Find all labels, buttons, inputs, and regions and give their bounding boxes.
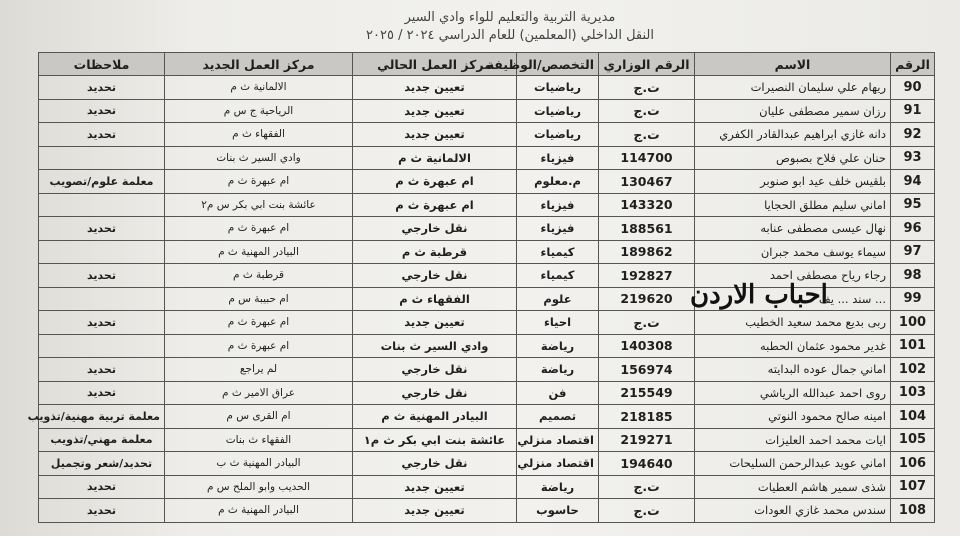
new-center-cell: البيادر المهنية ث م bbox=[165, 499, 353, 523]
notes-cell: تحديد bbox=[39, 264, 165, 288]
specialty-cell: فيزياء bbox=[517, 146, 599, 170]
notes-cell: تحديد bbox=[39, 475, 165, 499]
specialty-cell: كيمياء bbox=[517, 264, 599, 288]
table-row bbox=[39, 193, 935, 217]
ministry-number-cell: 219620 bbox=[599, 287, 695, 311]
new-center-cell: ام عبهرة ث م bbox=[165, 217, 353, 241]
table-row bbox=[39, 475, 935, 499]
teacher-name-cell: روى احمد عبدالله الرياشي bbox=[695, 381, 891, 405]
table-row bbox=[39, 452, 935, 476]
current-center-cell: عائشة بنت ابي بكر ث م١ bbox=[353, 428, 517, 452]
teacher-name-cell: دانه غازي ابراهيم عبدالقادر الكفري bbox=[695, 123, 891, 147]
ministry-number-cell: ت.ج bbox=[599, 475, 695, 499]
row-number-cell: 103 bbox=[891, 381, 935, 405]
table-row bbox=[39, 499, 935, 523]
table-row bbox=[39, 405, 935, 429]
notes-cell bbox=[39, 193, 165, 217]
notes-cell: معلمة علوم/تصويب bbox=[39, 170, 165, 194]
notes-cell: معلمة تربية مهنية/تذويب bbox=[39, 405, 165, 429]
new-center-cell: عراق الامير ث م bbox=[165, 381, 353, 405]
current-center-cell: وادي السير ث بنات bbox=[353, 334, 517, 358]
row-number-cell: 91 bbox=[891, 99, 935, 123]
teacher-name-cell: اماني عويد عبدالرحمن السليحات bbox=[695, 452, 891, 476]
teacher-name-cell: سندس محمد غازي العودات bbox=[695, 499, 891, 523]
row-number-cell: 100 bbox=[891, 311, 935, 335]
col-header-ministry-number: الرقم الوزاري bbox=[599, 53, 695, 76]
new-center-cell: ام القرى س م bbox=[165, 405, 353, 429]
notes-cell: تحديد bbox=[39, 311, 165, 335]
ministry-number-cell: 114700 bbox=[599, 146, 695, 170]
watermark-text: احباب الاردن bbox=[690, 280, 828, 310]
table-row bbox=[39, 358, 935, 382]
table-row bbox=[39, 123, 935, 147]
teacher-name-cell: اماني سليم مطلق الحجايا bbox=[695, 193, 891, 217]
new-center-cell: قرطبة ث م bbox=[165, 264, 353, 288]
ministry-number-cell: 189862 bbox=[599, 240, 695, 264]
current-center-cell: تعيين جديد bbox=[353, 475, 517, 499]
new-center-cell: لم يراجع bbox=[165, 358, 353, 382]
new-center-cell: ام عبهرة ث م bbox=[165, 334, 353, 358]
specialty-cell: اقتصاد منزلي bbox=[517, 452, 599, 476]
ministry-number-cell: 219271 bbox=[599, 428, 695, 452]
teacher-name-cell: ... سند ... يف bbox=[695, 287, 891, 311]
col-header-name: الاسم bbox=[695, 53, 891, 76]
specialty-cell: رياضيات bbox=[517, 76, 599, 100]
row-number-cell: 101 bbox=[891, 334, 935, 358]
current-center-cell: الالمانية ث م bbox=[353, 146, 517, 170]
row-number-cell: 104 bbox=[891, 405, 935, 429]
ministry-number-cell: ت.ج bbox=[599, 99, 695, 123]
specialty-cell: رياضيات bbox=[517, 123, 599, 147]
specialty-cell: رياضيات bbox=[517, 99, 599, 123]
col-header-current-center: مركز العمل الحالي bbox=[353, 53, 517, 76]
new-center-cell: الالمانية ث م bbox=[165, 76, 353, 100]
row-number-cell: 94 bbox=[891, 170, 935, 194]
teacher-name-cell: غدير محمود عثمان الحطبه bbox=[695, 334, 891, 358]
ministry-number-cell: 218185 bbox=[599, 405, 695, 429]
new-center-cell: البيادر المهنية ث م bbox=[165, 240, 353, 264]
specialty-cell: اقتصاد منزلي bbox=[517, 428, 599, 452]
table-row bbox=[39, 76, 935, 100]
ministry-number-cell: 215549 bbox=[599, 381, 695, 405]
teacher-name-cell: رزان سمير مصطفى عليان bbox=[695, 99, 891, 123]
current-center-cell: نقل خارجي bbox=[353, 217, 517, 241]
table-row bbox=[39, 99, 935, 123]
notes-cell: تحديد bbox=[39, 76, 165, 100]
current-center-cell: قرطبة ث م bbox=[353, 240, 517, 264]
row-number-cell: 93 bbox=[891, 146, 935, 170]
teacher-name-cell: امينه صالح محمود النوتي bbox=[695, 405, 891, 429]
current-center-cell: تعيين جديد bbox=[353, 123, 517, 147]
notes-cell: تحديد/شعر وتجميل bbox=[39, 452, 165, 476]
header-title: النقل الداخلي (المعلمين) للعام الدراسي ٢٠٢٤ / ٢٠٢٥ bbox=[366, 28, 654, 43]
specialty-cell: فن bbox=[517, 381, 599, 405]
current-center-cell: نقل خارجي bbox=[353, 381, 517, 405]
current-center-cell: نقل خارجي bbox=[353, 358, 517, 382]
row-number-cell: 92 bbox=[891, 123, 935, 147]
notes-cell: تحديد bbox=[39, 99, 165, 123]
teacher-name-cell: حنان علي فلاح بصبوص bbox=[695, 146, 891, 170]
table-row bbox=[39, 311, 935, 335]
current-center-cell: ام عبهرة ث م bbox=[353, 193, 517, 217]
current-center-cell: ام عبهرة ث م bbox=[353, 170, 517, 194]
teacher-name-cell: نهال عيسى مصطفى عنابه bbox=[695, 217, 891, 241]
teacher-name-cell: اماني جمال عوده البدايته bbox=[695, 358, 891, 382]
notes-cell bbox=[39, 146, 165, 170]
new-center-cell: ام عبهرة ث م bbox=[165, 311, 353, 335]
notes-cell: معلمة مهني/تذويب bbox=[39, 428, 165, 452]
table-row bbox=[39, 170, 935, 194]
current-center-cell: تعيين جديد bbox=[353, 311, 517, 335]
new-center-cell: عائشة بنت ابي بكر س م٢ bbox=[165, 193, 353, 217]
specialty-cell: كيمياء bbox=[517, 240, 599, 264]
new-center-cell: الرياحية ج س م bbox=[165, 99, 353, 123]
row-number-cell: 107 bbox=[891, 475, 935, 499]
ministry-number-cell: 188561 bbox=[599, 217, 695, 241]
notes-cell: تحديد bbox=[39, 123, 165, 147]
ministry-number-cell: 194640 bbox=[599, 452, 695, 476]
notes-cell: تحديد bbox=[39, 381, 165, 405]
new-center-cell: الفقهاء ث بنات bbox=[165, 428, 353, 452]
table-row bbox=[39, 334, 935, 358]
current-center-cell: نقل خارجي bbox=[353, 264, 517, 288]
col-header-notes: ملاحظات bbox=[39, 53, 165, 76]
notes-cell bbox=[39, 334, 165, 358]
table-row bbox=[39, 217, 935, 241]
current-center-cell: نقل خارجي bbox=[353, 452, 517, 476]
row-number-cell: 105 bbox=[891, 428, 935, 452]
new-center-cell: ام حبيبة س م bbox=[165, 287, 353, 311]
teacher-name-cell: ريهام علي سليمان النصيرات bbox=[695, 76, 891, 100]
teacher-name-cell: ربى بديع محمد سعيد الخطيب bbox=[695, 311, 891, 335]
current-center-cell: تعيين جديد bbox=[353, 76, 517, 100]
row-number-cell: 99 bbox=[891, 287, 935, 311]
header-directorate: مديرية التربية والتعليم للواء وادي السير bbox=[404, 10, 616, 25]
row-number-cell: 96 bbox=[891, 217, 935, 241]
table-header-row bbox=[39, 53, 935, 76]
row-number-cell: 98 bbox=[891, 264, 935, 288]
teacher-name-cell: ايات محمد احمد العليزات bbox=[695, 428, 891, 452]
specialty-cell: م.معلوم bbox=[517, 170, 599, 194]
notes-cell: تحديد bbox=[39, 499, 165, 523]
specialty-cell: تصميم bbox=[517, 405, 599, 429]
specialty-cell: فيزياء bbox=[517, 193, 599, 217]
col-header-number: الرقم bbox=[891, 53, 935, 76]
row-number-cell: 108 bbox=[891, 499, 935, 523]
row-number-cell: 106 bbox=[891, 452, 935, 476]
col-header-specialty: التخصص/الوظيفة bbox=[517, 53, 599, 76]
ministry-number-cell: 143320 bbox=[599, 193, 695, 217]
specialty-cell: رياضة bbox=[517, 358, 599, 382]
table-row bbox=[39, 381, 935, 405]
new-center-cell: وادي السير ث بنات bbox=[165, 146, 353, 170]
row-number-cell: 90 bbox=[891, 76, 935, 100]
specialty-cell: حاسوب bbox=[517, 499, 599, 523]
notes-cell bbox=[39, 287, 165, 311]
ministry-number-cell: ت.ج bbox=[599, 76, 695, 100]
teacher-name-cell: بلقيس خلف عيد ابو صنوبر bbox=[695, 170, 891, 194]
ministry-number-cell: ت.ج bbox=[599, 499, 695, 523]
notes-cell bbox=[39, 240, 165, 264]
new-center-cell: ام عبهرة ث م bbox=[165, 170, 353, 194]
notes-cell: تحديد bbox=[39, 217, 165, 241]
new-center-cell: الحديب وابو الملح س م bbox=[165, 475, 353, 499]
current-center-cell: الفقهاء ث م bbox=[353, 287, 517, 311]
row-number-cell: 97 bbox=[891, 240, 935, 264]
teacher-name-cell: رجاء رياح مصطفى احمد bbox=[695, 264, 891, 288]
ministry-number-cell: 130467 bbox=[599, 170, 695, 194]
specialty-cell: فيزياء bbox=[517, 217, 599, 241]
new-center-cell: الفقهاء ث م bbox=[165, 123, 353, 147]
current-center-cell: تعيين جديد bbox=[353, 99, 517, 123]
teacher-name-cell: سيماء يوسف محمد جبران bbox=[695, 240, 891, 264]
ministry-number-cell: 156974 bbox=[599, 358, 695, 382]
table-row bbox=[39, 146, 935, 170]
current-center-cell: تعيين جديد bbox=[353, 499, 517, 523]
specialty-cell: علوم bbox=[517, 287, 599, 311]
row-number-cell: 102 bbox=[891, 358, 935, 382]
table-row bbox=[39, 240, 935, 264]
ministry-number-cell: ت.ج bbox=[599, 123, 695, 147]
ministry-number-cell: 140308 bbox=[599, 334, 695, 358]
row-number-cell: 95 bbox=[891, 193, 935, 217]
current-center-cell: البيادر المهنية ث م bbox=[353, 405, 517, 429]
ministry-number-cell: ت.ج bbox=[599, 311, 695, 335]
table-row bbox=[39, 428, 935, 452]
col-header-new-center: مركز العمل الجديد bbox=[165, 53, 353, 76]
specialty-cell: احياء bbox=[517, 311, 599, 335]
notes-cell: تحديد bbox=[39, 358, 165, 382]
specialty-cell: رياضة bbox=[517, 475, 599, 499]
teacher-name-cell: شذى سمير هاشم العطيات bbox=[695, 475, 891, 499]
new-center-cell: البيادر المهنية ث ب bbox=[165, 452, 353, 476]
specialty-cell: رياضة bbox=[517, 334, 599, 358]
ministry-number-cell: 192827 bbox=[599, 264, 695, 288]
